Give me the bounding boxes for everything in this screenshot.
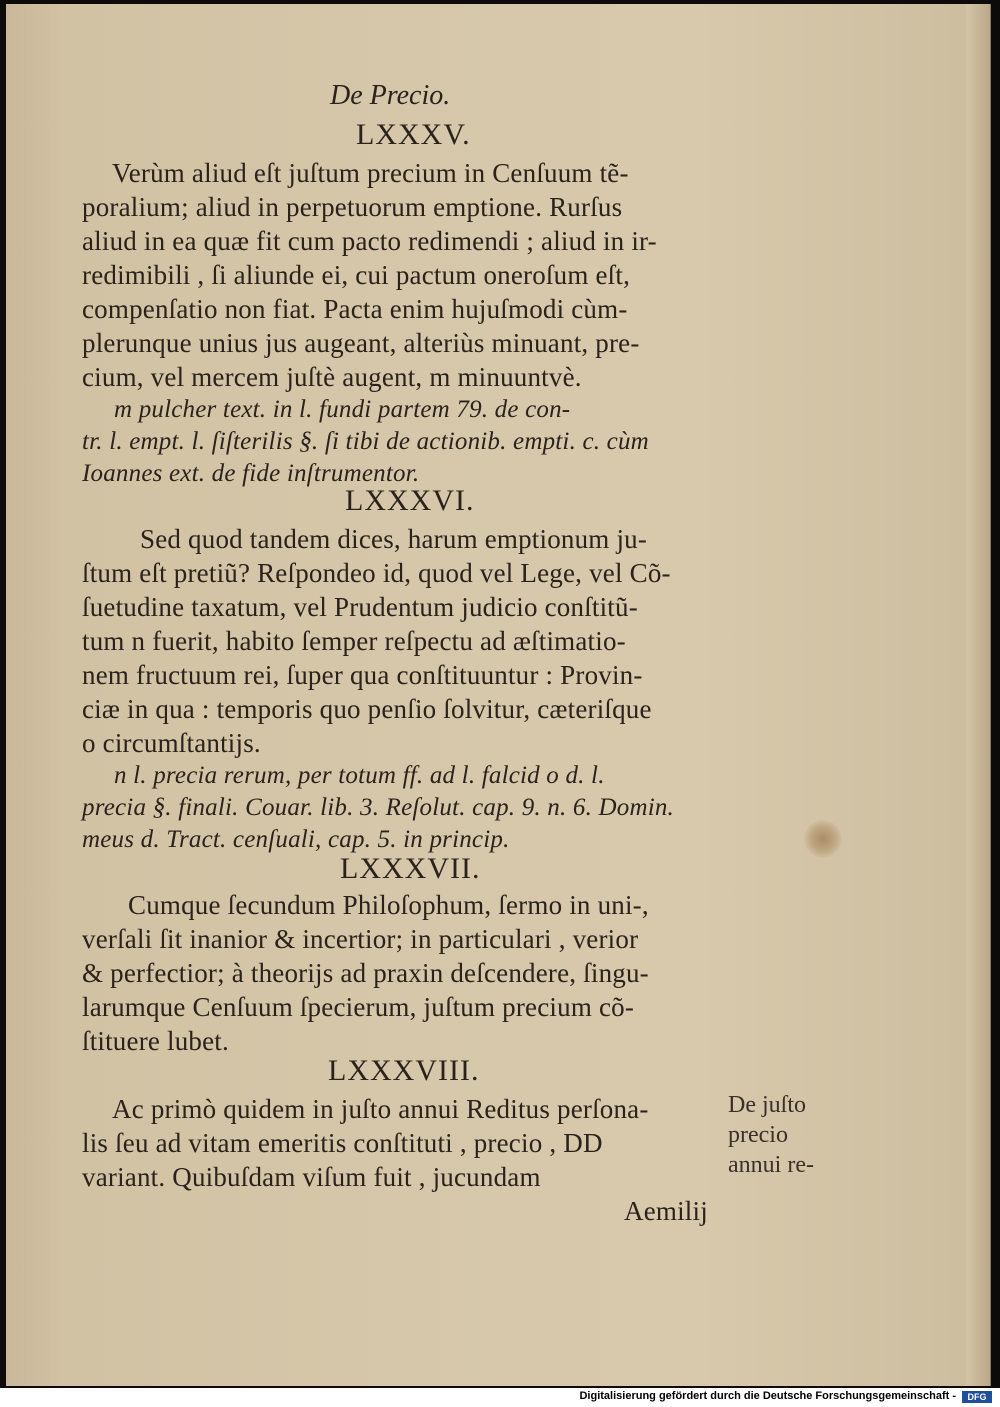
body-line: Cumque ſecundum Philoſophum, ſermo in uni-,	[128, 890, 649, 920]
body-line: tum n fuerit, habito ſemper reſpectu ad æſtimatio-	[82, 626, 626, 656]
body-line: plerunque unius jus augeant, alteriùs minuant, pre-	[82, 328, 640, 358]
section-number: LXXXVIII.	[328, 1054, 480, 1087]
body-line: Ac primò quidem in juſto annui Reditus perſona-	[112, 1094, 649, 1124]
body-line: ſtum eſt pretiũ? Reſpondeo id, quod vel Lege, vel Cõ-	[82, 558, 671, 588]
footer-credit: Digitalisierung gefördert durch die Deutsche Forschungsgemeinschaft -	[579, 1390, 956, 1402]
page-edge	[966, 4, 990, 1386]
body-line: ſuetudine taxatum, vel Prudentum judicio conſtitũ-	[82, 592, 638, 622]
margin-note-line: precio	[728, 1122, 788, 1148]
dfg-logo: DFG	[962, 1391, 992, 1403]
running-head: De Precio.	[330, 80, 451, 111]
body-line: lis ſeu ad vitam emeritis conſtituti , precio , DD	[82, 1128, 603, 1158]
paper-stain	[804, 820, 842, 858]
footnote-line: precia §. finali. Couar. lib. 3. Reſolut. cap. 9. n. 6. Domin.	[82, 794, 675, 821]
margin-note-line: De juſto	[728, 1092, 806, 1118]
body-line: compenſatio non fiat. Pacta enim hujuſmodi cùm-	[82, 294, 628, 324]
body-line: verſali ſit inanior & incertior; in particulari , verior	[82, 924, 639, 954]
section-number: LXXXV.	[356, 118, 471, 151]
body-line: Verùm aliud eſt juſtum precium in Cenſuum tẽ-	[112, 158, 629, 188]
section-number: LXXXVII.	[340, 852, 481, 885]
body-line: redimibili , ſi aliunde ei, cui pactum oneroſum eſt,	[82, 260, 631, 290]
body-line: & perfectior; à theorijs ad praxin deſcendere, ſingu-	[82, 958, 649, 988]
body-line: ſtituere lubet.	[82, 1026, 229, 1056]
body-line: cium, vel mercem juſtè augent, m minuuntvè.	[82, 362, 582, 392]
margin-note-line: annui re-	[728, 1152, 814, 1178]
footnote-line: meus d. Tract. cenſuali, cap. 5. in princip.	[82, 826, 510, 853]
body-line: poralium; aliud in perpetuorum emptione. Rurſus	[82, 192, 623, 222]
body-line: larumque Cenſuum ſpecierum, juſtum precium cõ-	[82, 992, 635, 1022]
footnote-line: m pulcher text. in l. fundi partem 79. de con-	[114, 396, 571, 423]
body-line: aliud in ea quæ fit cum pacto redimendi ; aliud in ir-	[82, 226, 657, 256]
body-line: variant. Quibuſdam viſum fuit , jucundam	[82, 1162, 541, 1192]
footnote-line: tr. l. empt. l. ſiſterilis §. ſi tibi de actionib. empti. c. cùm	[82, 428, 649, 455]
footnote-line: n l. precia rerum, per totum ff. ad l. falcid o d. l.	[114, 762, 605, 789]
body-line: o circumſtantijs.	[82, 728, 261, 758]
section-number: LXXXVI.	[345, 484, 475, 517]
footnote-line: Ioannes ext. de fide inſtrumentor.	[82, 460, 420, 487]
body-line: ciæ in qua : temporis quo penſio ſolvitur, cæteriſque	[82, 694, 652, 724]
body-line: nem fructuum rei, ſuper qua conſtituuntur : Provin-	[82, 660, 643, 690]
body-line: Sed quod tandem dices, harum emptionum ju-	[140, 524, 648, 554]
catchword: Aemilij	[624, 1196, 708, 1226]
